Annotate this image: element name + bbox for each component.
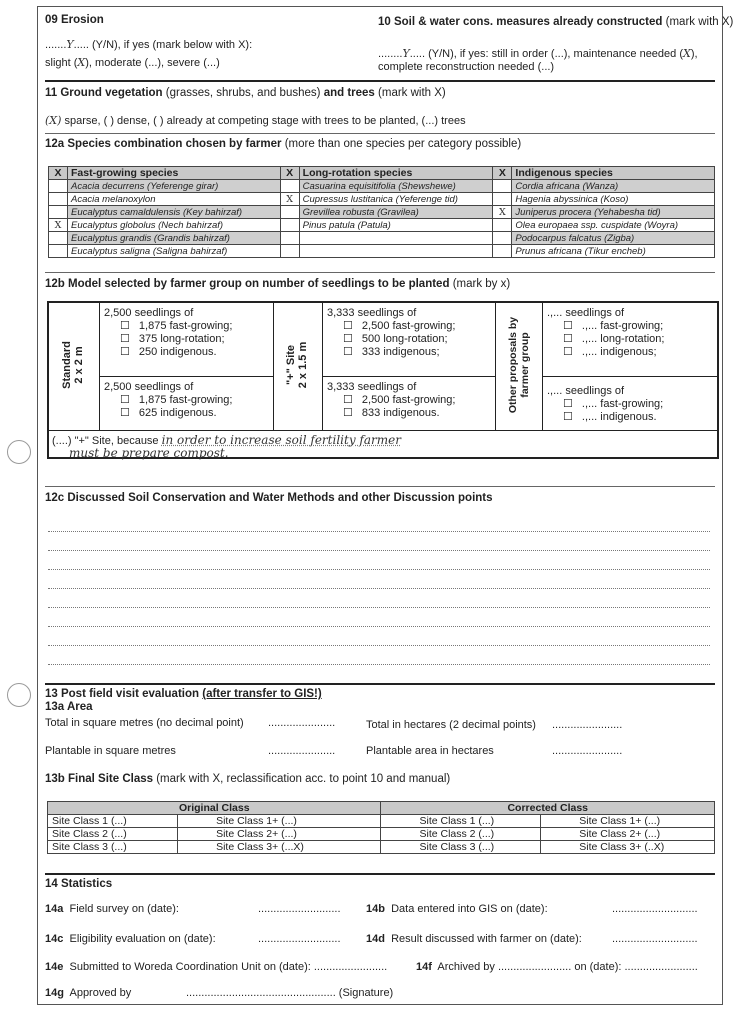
other-model-b: .,... seedlings of ☐ .,... fast-growing; ☐ .,... indigenous. (547, 385, 664, 423)
erosion-line2: slight (X), moderate (...), severe (...) (45, 56, 220, 69)
discussion-line (48, 550, 710, 551)
species-row: Eucalyptus saligna (Saligna bahirzaf) Prunus africana (Tikur encheb) (49, 245, 715, 258)
vegetation-line: (X) sparse, ( ) dense, ( ) already at competing stage with trees to be planted, (...) trees (45, 114, 466, 127)
discussion-line (48, 645, 710, 646)
discussion-line (48, 607, 710, 608)
stat-14a-field[interactable]: ........................... (258, 903, 341, 915)
species-row: Acacia decurrens (Yeferenge girar) Casuarina equisitifolia (Shewshewe) Cordia africana (Wanza) (49, 180, 715, 193)
soil-line1: ........Y..... (Y/N), if yes: still in order (...), maintenance needed (X), (378, 47, 698, 60)
standard-model-a: 2,500 seedlings of ☐ 1,875 fast-growing; ☐ 375 long-rotation; ☐ 250 indigenous. (104, 307, 233, 358)
plantable-ha-field[interactable]: ....................... (552, 745, 623, 757)
discussion-line (48, 664, 710, 665)
grid-line (49, 430, 717, 431)
discussion-line (48, 588, 710, 589)
site-class-table (47, 801, 715, 854)
section-13b-title: 13b Final Site Class (mark with X, reclassification acc. to point 10 and manual) (45, 773, 451, 785)
section-13-title: 13 Post field visit evaluation (after transfer to GIS!) (45, 688, 322, 700)
standard-model-b: 2,500 seedlings of ☐ 1,875 fast-growing; ☐ 625 indigenous. (104, 381, 233, 419)
stat-14b-field[interactable]: ............................ (612, 903, 698, 915)
standard-label: Standard 2 x 2 m (61, 341, 85, 389)
stat-14e: 14e Submitted to Woreda Coordination Unit on (date): ........................ (45, 961, 388, 973)
stat-14g: 14g Approved by (45, 987, 132, 999)
site-class-row: Site Class 3 (...) Site Class 3+ (...X) Site Class 3 (...) Site Class 3+ (..X) (48, 841, 715, 854)
site-reason-line1: (....) "+" Site, because in order to increase soil fertility farmer (52, 433, 401, 447)
seedling-model-grid (47, 301, 719, 459)
grid-line (495, 303, 496, 430)
signature-field[interactable]: ................................................. (Signature) (186, 987, 394, 999)
site-class-header: Original Class Corrected Class (48, 802, 715, 815)
grid-line (322, 376, 495, 377)
grid-line (542, 376, 717, 377)
punch-hole (7, 683, 31, 707)
stat-14d: 14d Result discussed with farmer on (date): (366, 933, 582, 945)
erosion-line1: .......Y..... (Y/N), if yes (mark below with X): (45, 38, 253, 51)
stat-14a: 14a Field survey on (date): (45, 903, 179, 915)
species-row: Eucalyptus camaldulensis (Key bahirzaf) Grevillea robusta (Gravilea) X Juniperus procera (Yehabesha tid) (49, 206, 715, 219)
species-row: X Eucalyptus globolus (Nech bahirzaf) Pinus patula (Patula) Olea europaea ssp. cuspidate (Woyra) (49, 219, 715, 232)
stat-14d-field[interactable]: ............................ (612, 933, 698, 945)
plantable-sqm-label: Plantable in square metres (45, 745, 176, 757)
plantable-ha-label: Plantable area in hectares (366, 745, 494, 757)
divider (45, 80, 715, 82)
discussion-line (48, 531, 710, 532)
species-table (48, 166, 715, 258)
total-ha-field[interactable]: ....................... (552, 719, 623, 731)
other-proposals-label: Other proposals by farmer group (507, 316, 531, 414)
site-class-row: Site Class 2 (...) Site Class 2+ (...) Site Class 2 (...) Site Class 2+ (...) (48, 828, 715, 841)
section-12a-title: 12a Species combination chosen by farmer (more than one species per category possible) (45, 138, 522, 150)
stat-14b: 14b Data entered into GIS on (date): (366, 903, 548, 915)
section-12c-title: 12c Discussed Soil Conservation and Water Methods and other Discussion points (45, 492, 493, 504)
section-09-title: 09 Erosion (45, 14, 104, 26)
erosion-yn-answer: Y (66, 38, 74, 51)
divider (45, 133, 715, 134)
species-row: Acacia melanoxylon X Cupressus lustitanica (Yeferenge tid) Hagenia abyssinica (Koso) (49, 193, 715, 206)
divider (45, 683, 715, 685)
divider (45, 272, 715, 273)
species-header-row: X Fast-growing species X Long-rotation species X Indigenous species (49, 167, 715, 180)
section-13a-title: 13a Area (45, 701, 93, 713)
site-reason-line2: must be prepare compost. (69, 446, 229, 460)
total-sqm-field[interactable]: ...................... (268, 717, 336, 729)
stat-14f: 14f Archived by ........................ on (date): ........................ (416, 961, 698, 973)
site-label: "+" Site 2 x 1.5 m (285, 341, 309, 389)
grid-line (99, 376, 273, 377)
grid-line (322, 303, 323, 430)
punch-hole (7, 440, 31, 464)
divider (45, 873, 715, 875)
discussion-line (48, 569, 710, 570)
section-10-title: 10 Soil & water cons. measures already constructed (mark with X) (378, 16, 734, 28)
total-ha-label: Total in hectares (2 decimal points) (366, 719, 536, 731)
site-model-b: 3,333 seedlings of ☐ 2,500 fast-growing; ☐ 833 indigenous. (327, 381, 456, 419)
site-reason-handwriting: in order to increase soil fertility farmer (161, 433, 401, 447)
stat-14c: 14c Eligibility evaluation on (date): (45, 933, 216, 945)
discussion-line (48, 626, 710, 627)
site-model-a: 3,333 seedlings of ☐ 2,500 fast-growing; ☐ 500 long-rotation; ☐ 333 indigenous; (327, 307, 456, 358)
section-14-title: 14 Statistics (45, 878, 113, 890)
grid-line (273, 303, 274, 430)
grid-line (99, 303, 100, 430)
other-model-a: .,... seedlings of ☐ .,... fast-growing; ☐ .,... long-rotation; ☐ .,... indigenous; (547, 307, 665, 358)
soil-line2: complete reconstruction needed (...) (378, 61, 555, 73)
site-class-row: Site Class 1 (...) Site Class 1+ (...) Site Class 1 (...) Site Class 1+ (...) (48, 815, 715, 828)
form-page (37, 6, 723, 1005)
species-row: Eucalyptus grandis (Grandis bahirzaf) Podocarpus falcatus (Zigba) (49, 232, 715, 245)
grid-line (542, 303, 543, 430)
total-sqm-label: Total in square metres (no decimal point) (45, 717, 244, 729)
plantable-sqm-field[interactable]: ...................... (268, 745, 336, 757)
divider (45, 486, 715, 487)
section-12b-title: 12b Model selected by farmer group on number of seedlings to be planted (mark by x) (45, 278, 511, 290)
section-11-title: 11 Ground vegetation (grasses, shrubs, and bushes) and trees (mark with X) (45, 87, 446, 99)
stat-14c-field[interactable]: ........................... (258, 933, 341, 945)
